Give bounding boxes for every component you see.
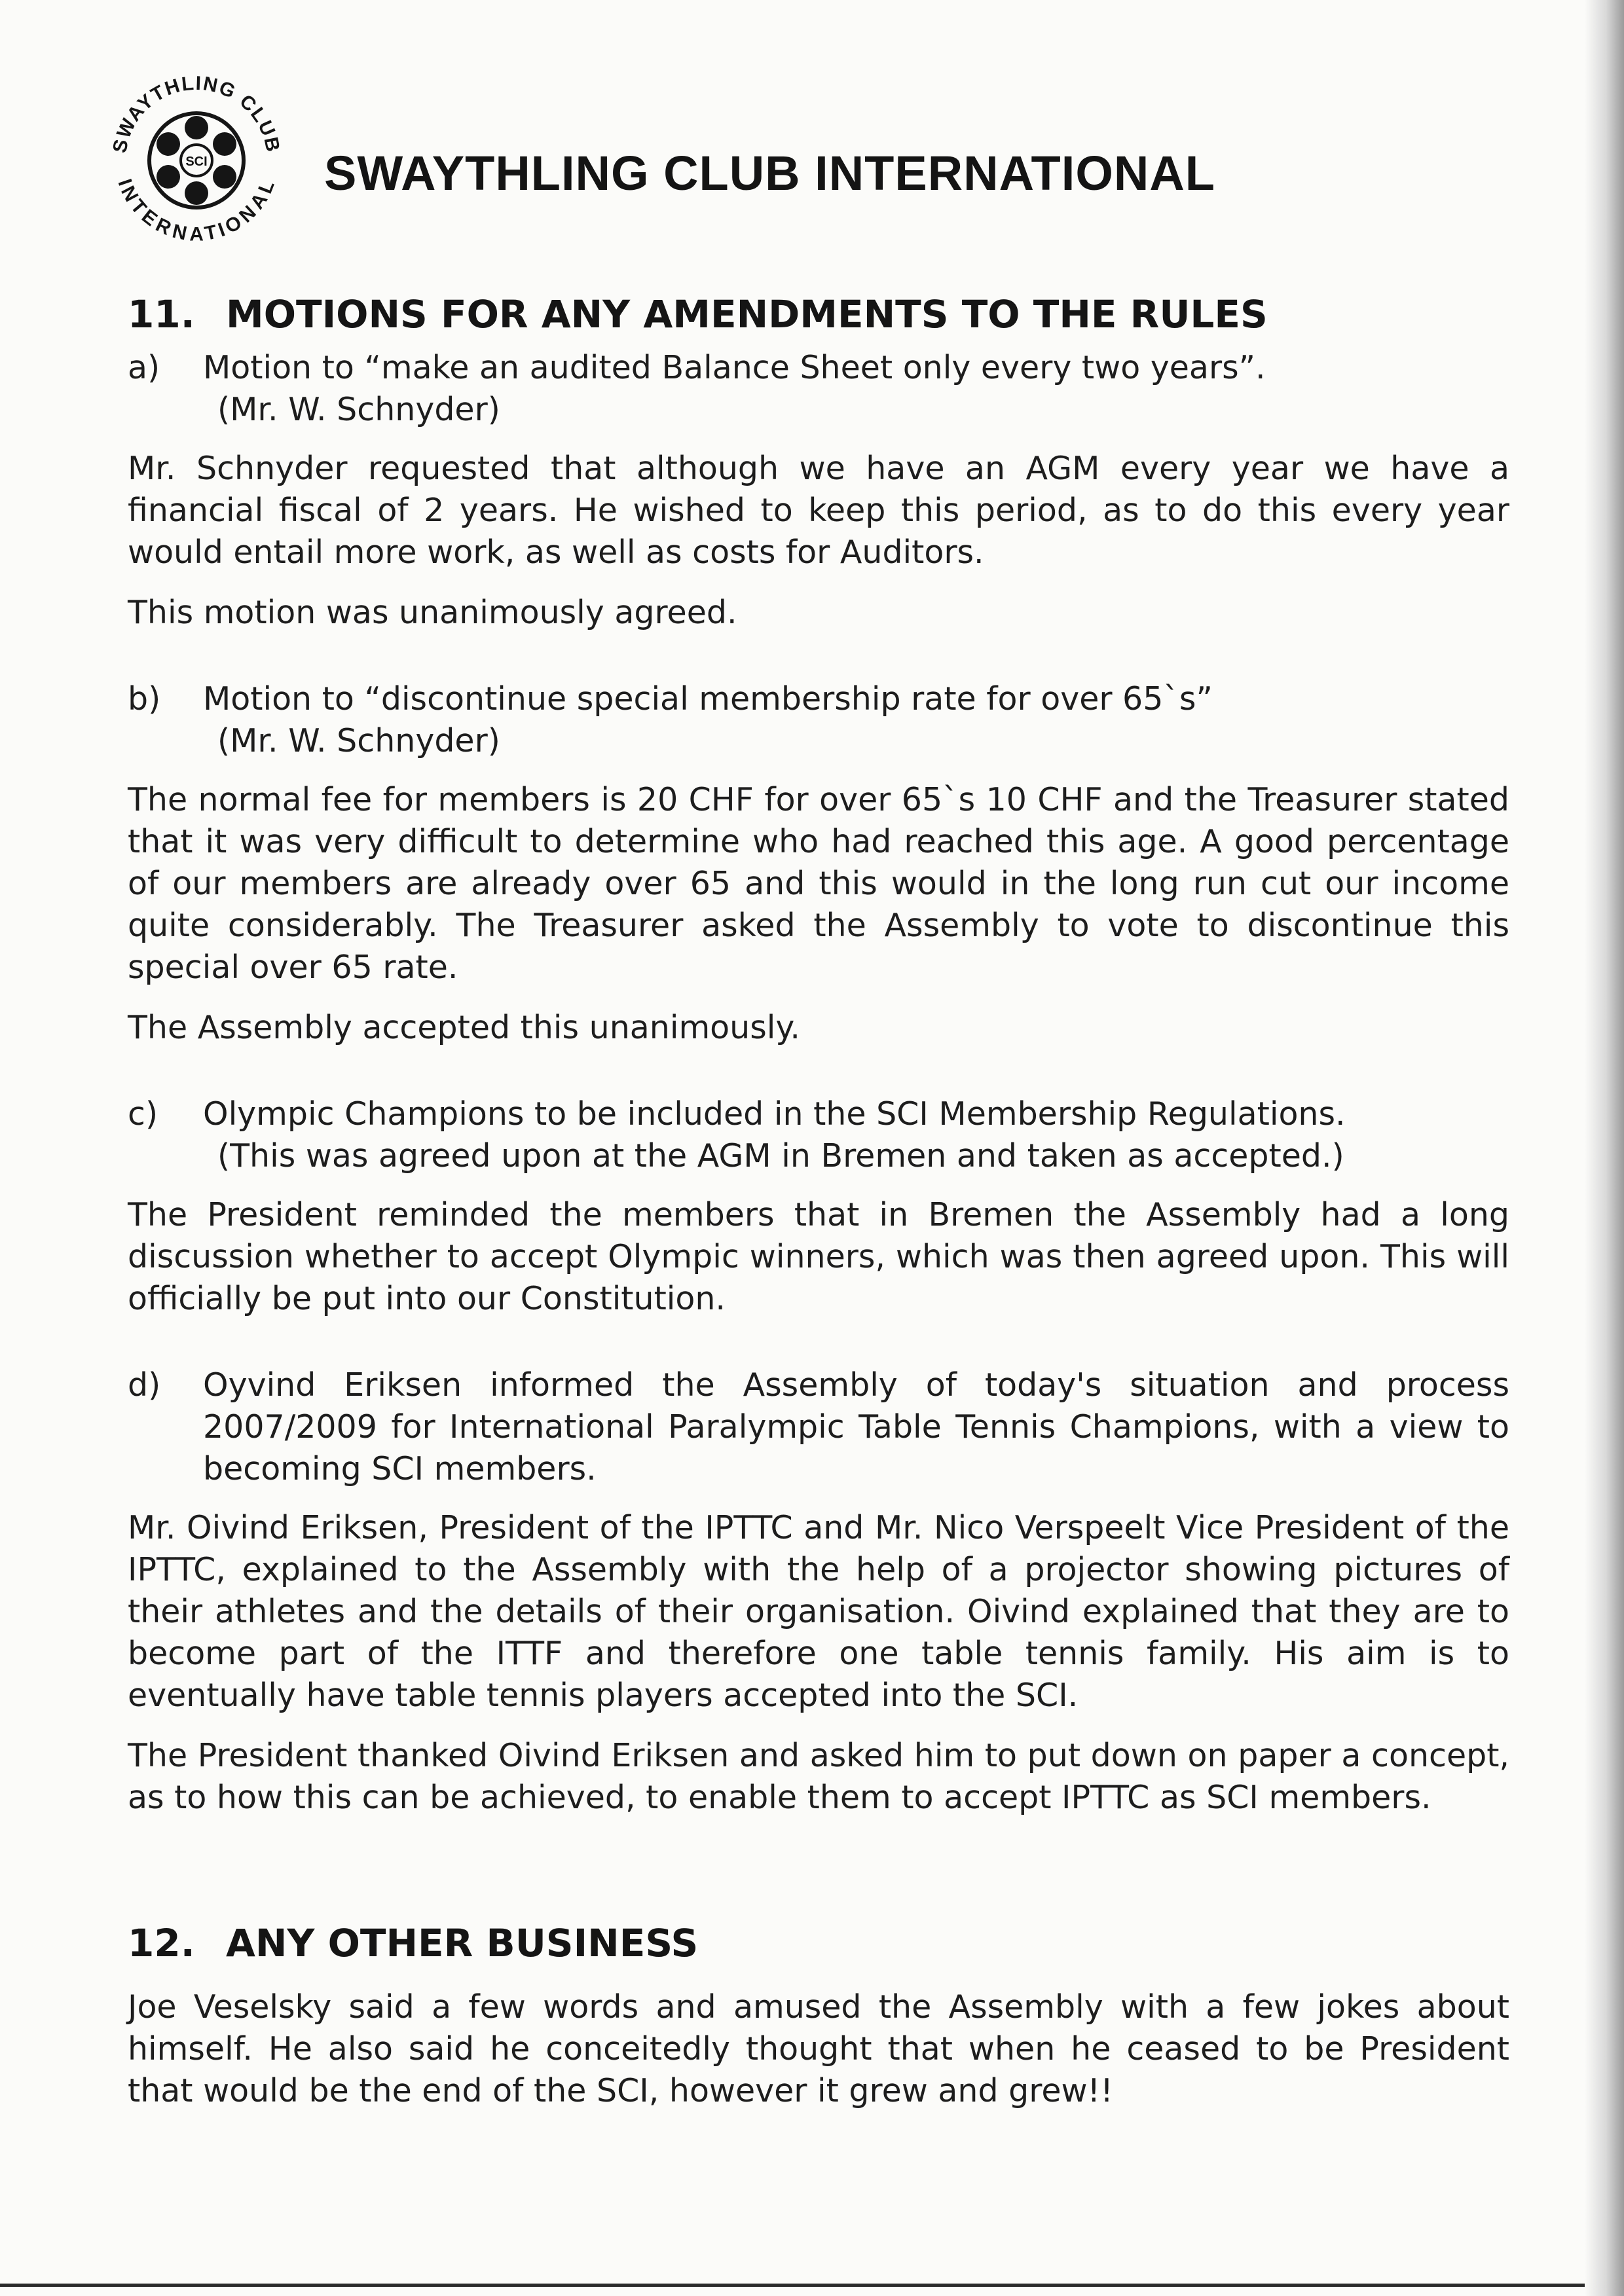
motion-c-paragraph-1: The President reminded the members that in Bremen the Assembly had a long discussion whether to accept Olympic winners, which was then agreed upon. This will officially be put into our Constitution.: [128, 1196, 1509, 1317]
document-body: [128, 288, 1509, 2112]
logo-ring-top-text: SWAYTHLING CLUB: [109, 72, 284, 155]
section-11-title: MOTIONS FOR ANY AMENDMENTS TO THE RULES: [226, 292, 1268, 337]
logo-center-text: SCI: [185, 155, 208, 169]
motion-c-text: Olympic Champions to be included in the SCI Membership Regulations.: [203, 1095, 1346, 1133]
motion-b-paragraph-2: The Assembly accepted this unanimously.: [128, 1009, 800, 1046]
motion-a-paragraph-2: This motion was unanimously agreed.: [128, 594, 737, 631]
section-12-heading: [128, 1917, 1509, 1969]
motion-d-text: Oyvind Eriksen informed the Assembly of today's situation and process 2007/2009 for International Paralympic Table Tennis Champions, with a view to becoming SCI members.: [203, 1366, 1509, 1487]
page-edge-shadow: [1585, 0, 1624, 2296]
motion-b-paragraph-1: The normal fee for members is 20 CHF for over 65`s 10 CHF and the Treasurer stated that it was very difficult to determine who had reached this age. A good percentage of our members are already over 65 and this would in the long run cut our income quite considerably. The Treasurer asked the Assembly to vote to discontinue this special over 65 rate.: [128, 781, 1509, 986]
section-11-heading: [128, 288, 1509, 340]
motion-a-letter: a): [128, 349, 160, 386]
motion-d: [128, 1364, 1509, 1490]
bottom-rule: [0, 2284, 1585, 2287]
motion-b-sub: (Mr. W. Schnyder): [217, 722, 500, 759]
section-12-number: 12.: [128, 1921, 195, 1965]
motion-d-paragraph-1: Mr. Oivind Eriksen, President of the IPTTC and Mr. Nico Verspeelt Vice President of the IPTTC, explained to the Assembly with the help of a projector showing pictures of their athletes and the details of their organisation. Oivind explained that they are to become part of the ITTF and therefore one table tennis family. His aim is to eventually have table tennis players accepted into the SCI.: [128, 1509, 1509, 1714]
section-12-title: ANY OTHER BUSINESS: [226, 1921, 699, 1965]
motion-d-letter: d): [128, 1366, 161, 1404]
motion-a: [128, 347, 1509, 431]
motion-d-paragraph-2: The President thanked Oivind Eriksen and asked him to put down on paper a concept, as to how this can be achieved, to enable them to accept IPTTC as SCI members.: [128, 1737, 1509, 1816]
motion-b-text: Motion to “discontinue special membership rate for over 65`s”: [203, 680, 1213, 718]
section-12-paragraph: Joe Veselsky said a few words and amused the Assembly with a few jokes about himself. He also said he conceitedly thought that when he ceased to be President that would be the end of the SCI, however it grew and grew!!: [128, 1988, 1509, 2109]
motion-b: [128, 678, 1509, 762]
club-name-heading: SWAYTHLING CLUB INTERNATIONAL: [324, 146, 1215, 200]
motion-c: [128, 1093, 1509, 1177]
motion-a-sub: (Mr. W. Schnyder): [217, 391, 500, 428]
motion-a-paragraph-1: Mr. Schnyder requested that although we have an AGM every year we have a financial fiscal of 2 years. He wished to keep this period, as to do this every year would entail more work, as well as costs for Auditors.: [128, 450, 1509, 571]
motion-b-letter: b): [128, 680, 161, 718]
motion-c-letter: c): [128, 1095, 158, 1133]
motion-a-text: Motion to “make an audited Balance Sheet only every two years”.: [203, 349, 1266, 386]
section-11-number: 11.: [128, 292, 195, 337]
club-logo: [98, 62, 295, 259]
logo-ring-bottom-text: INTERNATIONAL: [113, 176, 280, 246]
motion-c-sub: (This was agreed upon at the AGM in Bremen and taken as accepted.): [217, 1137, 1344, 1175]
